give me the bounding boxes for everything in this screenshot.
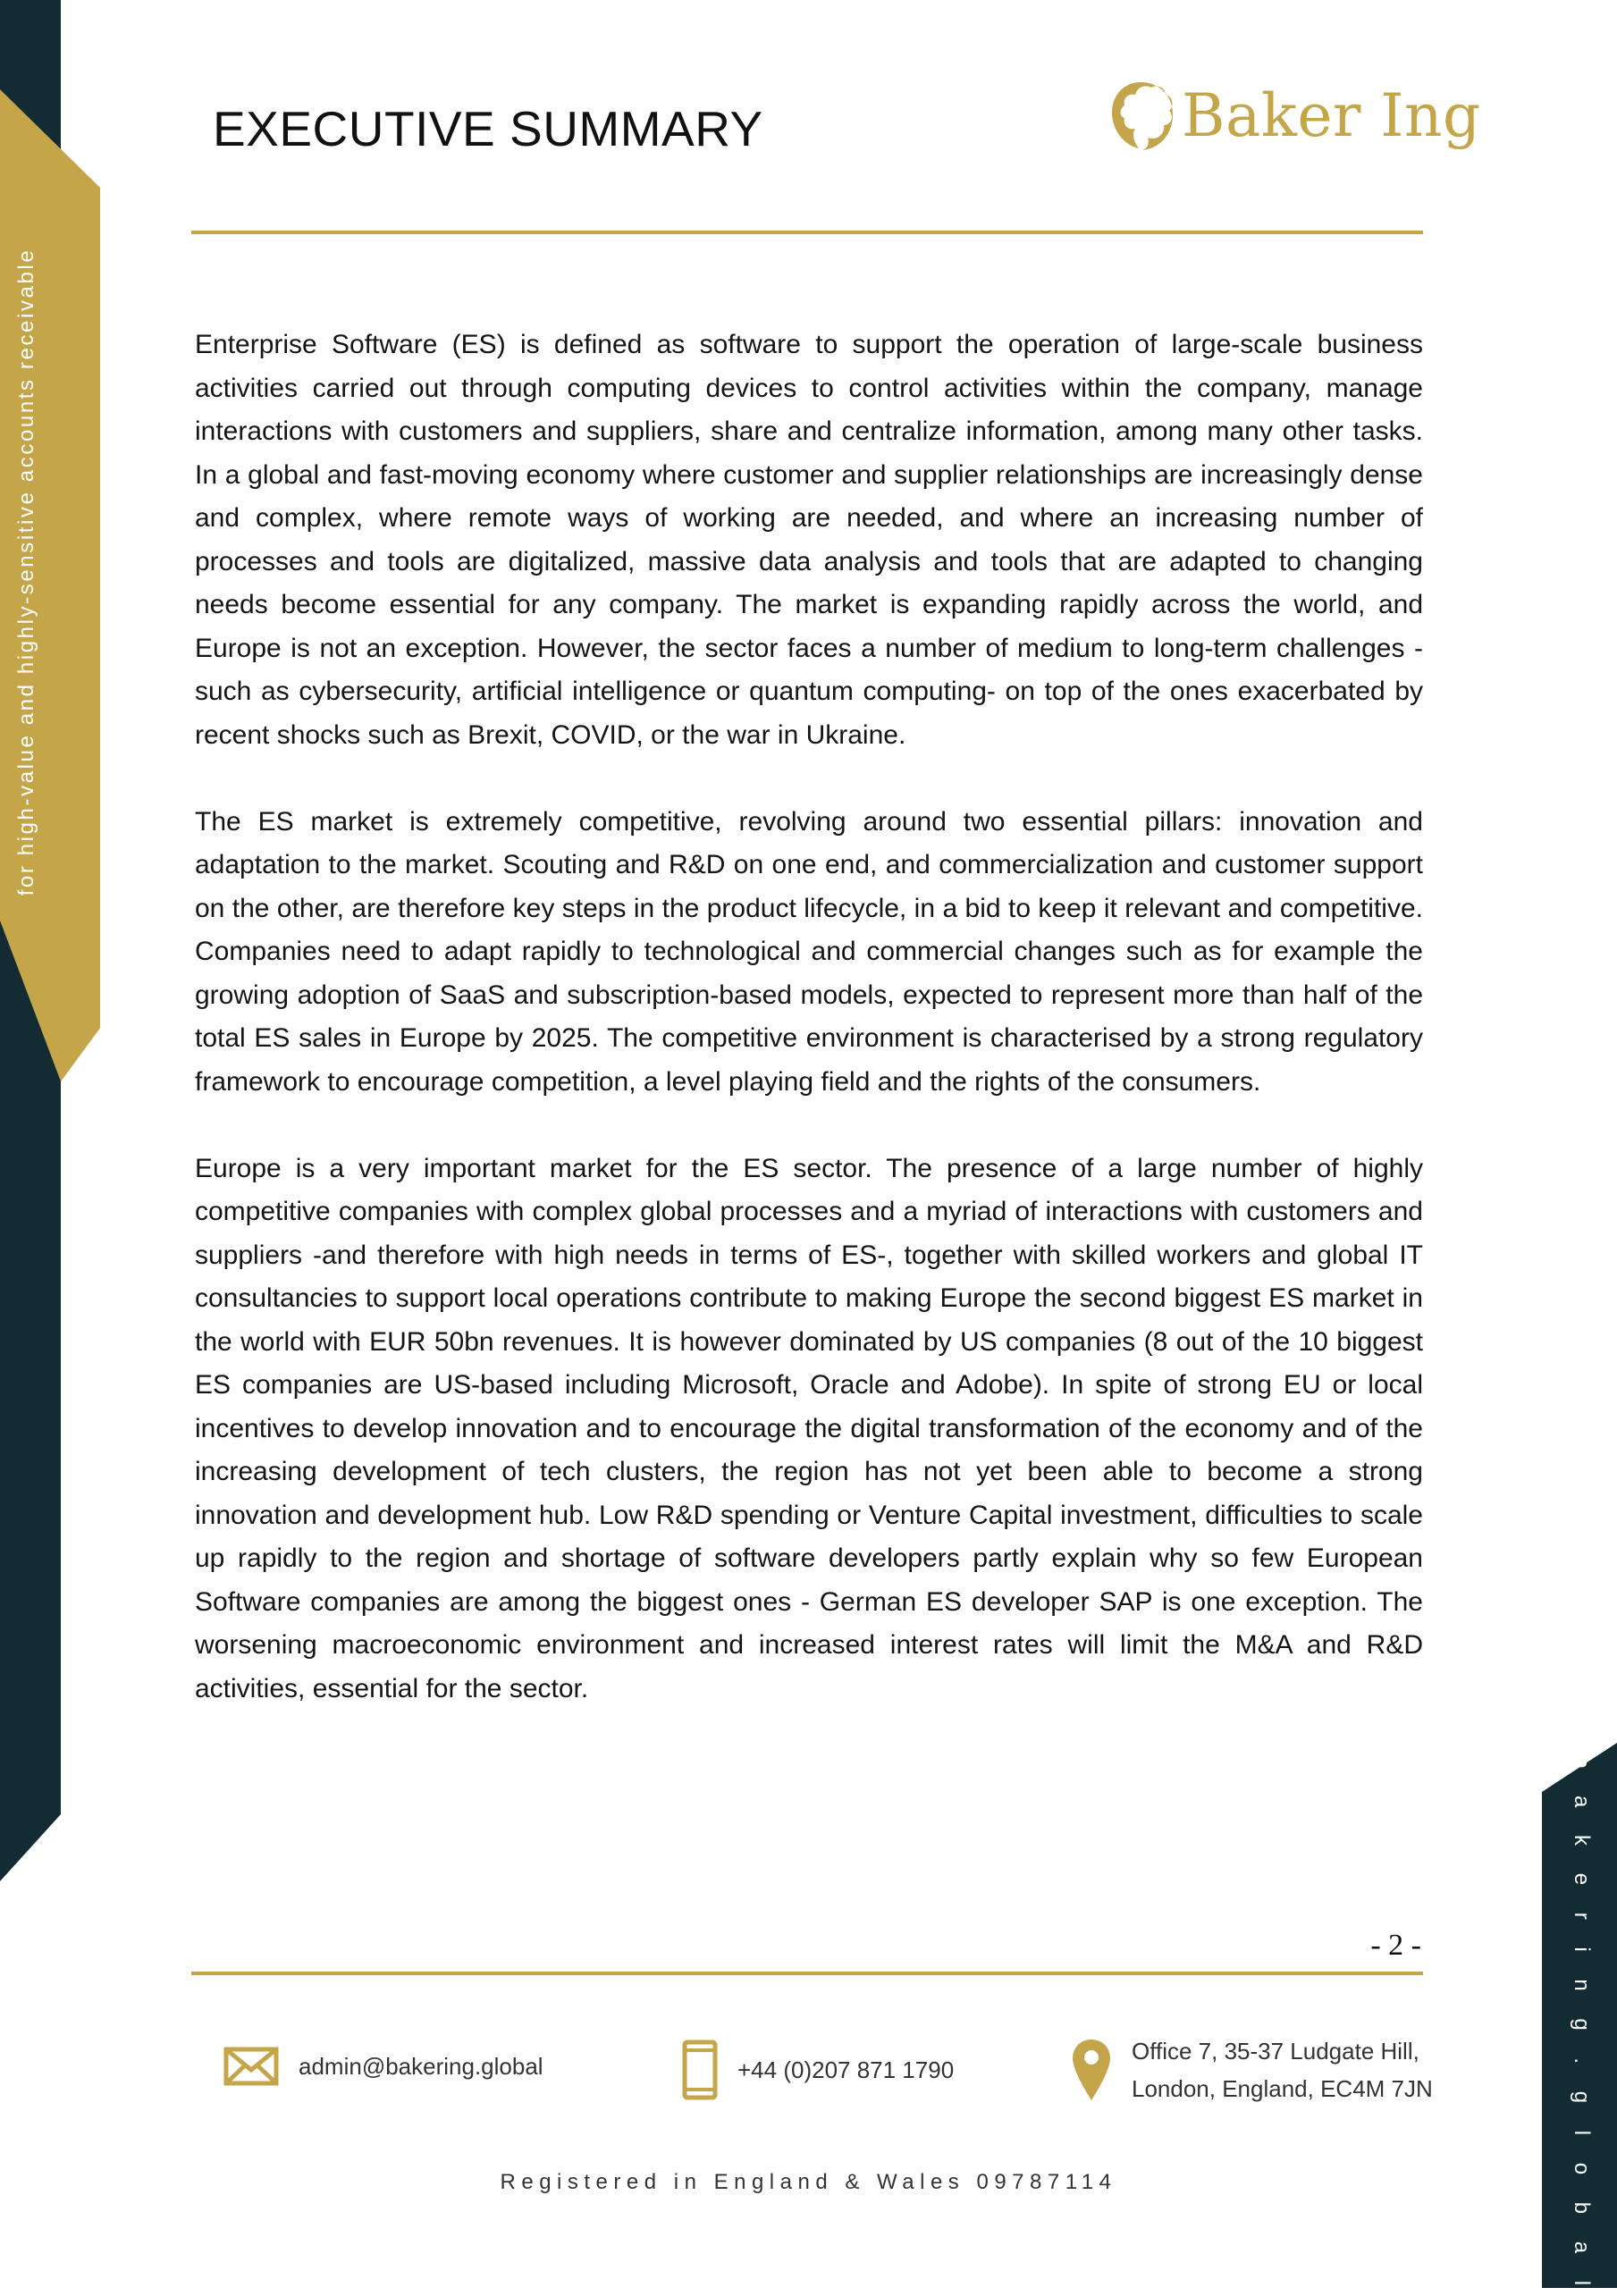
logo-wordmark: Baker Ing — [1182, 80, 1481, 150]
footer-divider — [191, 1972, 1423, 1975]
page-number: - 2 - — [1370, 1929, 1421, 1962]
mobile-phone-icon — [682, 2039, 718, 2100]
map-pin-icon — [1071, 2038, 1112, 2102]
address-text — [1132, 2032, 1433, 2107]
document-body — [195, 324, 1423, 1754]
envelope-icon — [223, 2047, 279, 2086]
contact-email — [223, 2047, 543, 2086]
email-link[interactable]: admin@bakering.global — [299, 2053, 543, 2080]
address-line-2: London, England, EC4M 7JN — [1132, 2075, 1433, 2102]
website-vertical-label: b a k e r i n g . g l o b a l — [1570, 1756, 1594, 2296]
contact-phone — [682, 2039, 954, 2100]
paragraph: Europe is a very important market for the ES sector. The presence of a large number of highly competitive companies with complex global processes and a myriad of interactions with customers and suppliers -and therefore with high needs in terms of ES-, together with skilled workers and global IT consultancies to support local operations contribute to making Europe the second biggest ES market in the world with EUR 50bn revenues. It is however dominated by US companies (8 out of the 10 biggest ES companies are US-based including Microsoft, Oracle and Adobe). In spite of strong EU or local incentives to develop innovation and to encourage the digital transformation of the economy and of the increasing development of tech clusters, the region has not yet been able to become a strong innovation and development hub. Low R&D spending or Venture Capital investment, difficulties to scale up rapidly to the region and shortage of software developers partly explain why so few European Software companies are among the biggest ones - German ES developer SAP is one exception. The worsening macroeconomic environment and increased interest rates will limit the M&A and R&D activities, essential for the sector. — [195, 1153, 1423, 1703]
paragraph: The ES market is extremely competitive, revolving around two essential pillars: innovation and adaptation to the market. Scouting and R&D on one end, and commercialization and customer support on the other, are therefore key steps in the product lifecycle, in a bid to keep it relevant and competitive. Companies need to adapt rapidly to technological and commercial changes such as for example the growing adoption of SaaS and subscription-based models, expected to represent more than half of the total ES sales in Europe by 2025. The competitive environment is characterised by a strong regulatory framework to encourage competition, a level playing field and the rights of the consumers. — [195, 806, 1423, 1097]
phone-number[interactable]: +44 (0)207 871 1790 — [737, 2056, 955, 2083]
contact-address — [1071, 2032, 1433, 2107]
company-logo — [1107, 79, 1481, 152]
company-registration: Registered in England & Wales 09787114 — [500, 2170, 1117, 2194]
address-line-1: Office 7, 35-37 Ludgate Hill, — [1132, 2038, 1419, 2065]
lion-head-icon — [1107, 79, 1176, 152]
page-title: EXECUTIVE SUMMARY — [213, 101, 763, 156]
header-divider — [191, 231, 1423, 234]
side-tagline: for high-value and highly-sensitive accounts receivable — [14, 248, 38, 896]
paragraph: Enterprise Software (ES) is defined as software to support the operation of large-scale business activities carried out through computing devices to control activities within the company, manage interactions with customers and suppliers, share and centralize information, among many other tasks. In a global and fast-moving economy where customer and supplier relationships are increasingly dense and complex, where remote ways of working are needed, and where an increasing number of processes and tools are digitalized, massive data analysis and tools that are adapted to changing needs become essential for any company. The market is expanding rapidly across the world, and Europe is not an exception. However, the sector faces a number of medium to long-term challenges -such as cybersecurity, artificial intelligence or quantum computing- on top of the ones exacerbated by recent shocks such as Brexit, COVID, or the war in Ukraine. — [195, 330, 1423, 750]
